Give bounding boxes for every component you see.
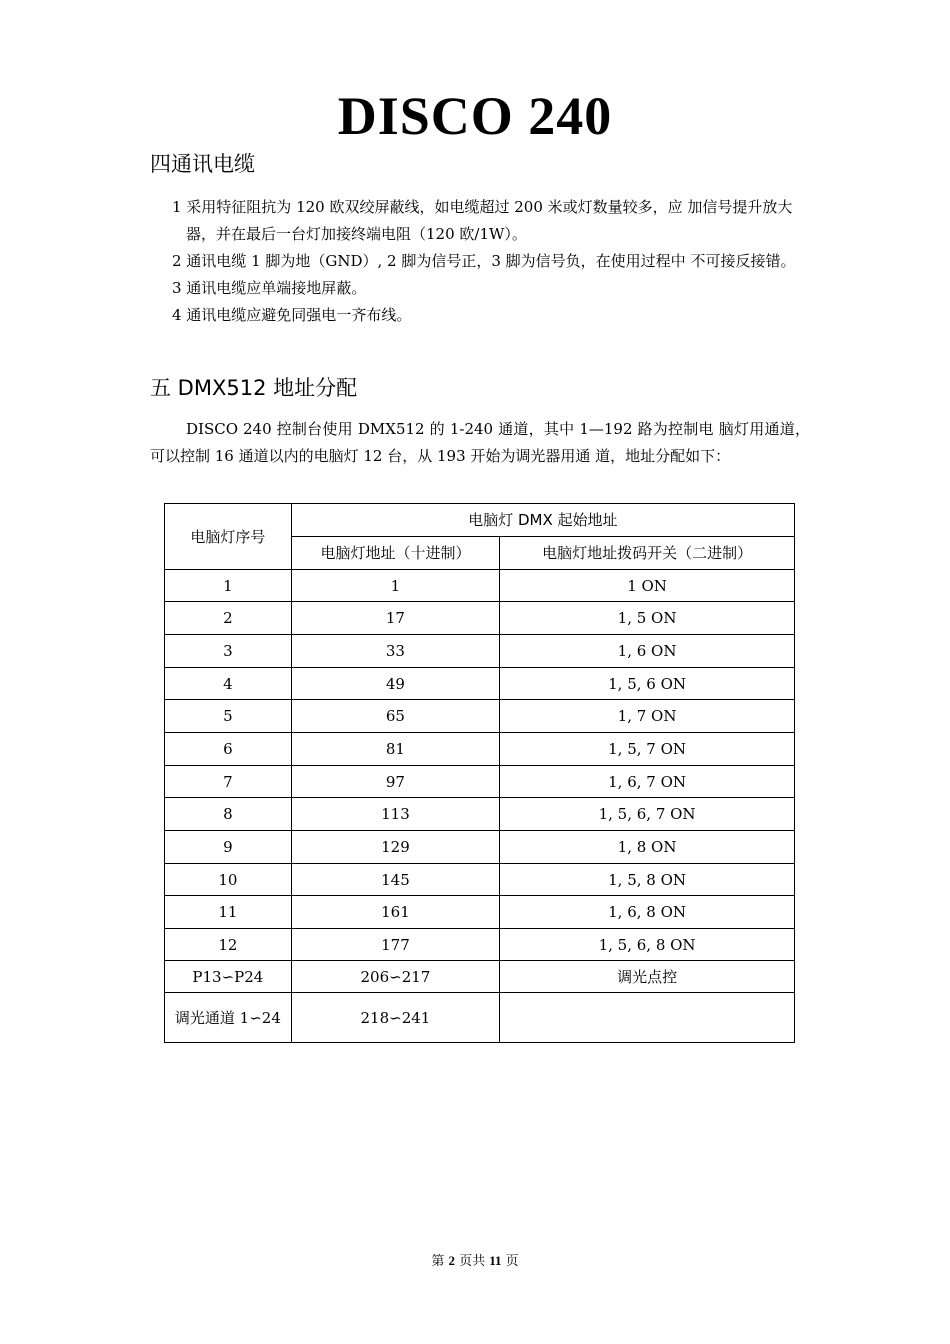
list-item: 4 通讯电缆应避免同强电一齐布线。 <box>172 306 412 324</box>
table-cell: 1, 5, 8 ON <box>500 864 795 896</box>
table-row <box>165 864 795 896</box>
table-cell: 10 <box>165 864 292 896</box>
page-footer <box>0 1250 950 1269</box>
table-cell: 145 <box>291 864 499 896</box>
table-cell: 1, 5, 7 ON <box>500 733 795 766</box>
table-row <box>165 831 795 864</box>
footer-prefix: 第 <box>431 1254 449 1269</box>
table-cell: 4 <box>165 668 292 700</box>
table-cell: 1, 6, 7 ON <box>500 766 795 798</box>
table-cell: 129 <box>291 831 499 864</box>
section-heading-cable: 四通讯电缆 <box>150 152 255 176</box>
table-cell: 1, 5, 6 ON <box>500 668 795 700</box>
table-row <box>165 766 795 798</box>
header-decimal-address: 电脑灯地址（十进制） <box>291 537 499 570</box>
header-dip-switch: 电脑灯地址拨码开关（二进制） <box>500 537 795 570</box>
table-header-row <box>165 504 795 537</box>
table-row <box>165 602 795 635</box>
footer-middle: 页共 <box>454 1254 490 1269</box>
header-dmx-start-address: 电脑灯 DMX 起始地址 <box>291 504 794 537</box>
table-cell: 1, 5 ON <box>500 602 795 635</box>
table-cell: 161 <box>291 896 499 929</box>
table-row <box>165 929 795 961</box>
table-cell: P13∽P24 <box>165 961 292 993</box>
cable-notes-list <box>168 194 814 329</box>
list-item: 2 通讯电缆 1 脚为地（GND）, 2 脚为信号正，3 脚为信号负，在使用过程中 不可接反接错。 <box>172 252 796 270</box>
table-cell: 1, 6 ON <box>500 635 795 668</box>
table-cell: 7 <box>165 766 292 798</box>
table-row <box>165 635 795 668</box>
list-item: 1 采用特征阻抗为 120 欧双绞屏蔽线，如电缆超过 200 米或灯数量较多，应 加信号提升放大器，并在最后一台灯加接终端电阻（120 欧/1W）。 <box>172 198 793 243</box>
table-cell <box>500 993 795 1043</box>
table-cell: 调光通道 1∽24 <box>165 993 292 1043</box>
table-row <box>165 700 795 733</box>
table-cell: 1, 5, 6, 7 ON <box>500 798 795 831</box>
table-cell: 206∽217 <box>291 961 499 993</box>
list-item: 3 通讯电缆应单端接地屏蔽。 <box>172 279 367 297</box>
table-cell: 1, 6, 8 ON <box>500 896 795 929</box>
header-fixture-number: 电脑灯序号 <box>165 504 292 570</box>
table-row <box>165 993 795 1043</box>
table-cell: 9 <box>165 831 292 864</box>
table-row <box>165 733 795 766</box>
table-cell: 1 <box>165 570 292 602</box>
section-heading-dmx: 五 DMX512 地址分配 <box>150 376 358 400</box>
table-row <box>165 668 795 700</box>
dmx-intro-paragraph: DISCO 240 控制台使用 DMX512 的 1-240 通道，其中 1—192 路为控制电 脑灯用通道，可以控制 16 通道以内的电脑灯 12 台，从 193 开始为调光器用通 道，地址分配如下： <box>150 420 810 465</box>
table-cell: 113 <box>291 798 499 831</box>
table-cell: 17 <box>291 602 499 635</box>
table-cell: 1 <box>291 570 499 602</box>
page-title: DISCO 240 <box>337 86 613 146</box>
footer-total-pages: 11 <box>489 1253 502 1268</box>
table-cell: 6 <box>165 733 292 766</box>
table-row <box>165 896 795 929</box>
table-cell: 97 <box>291 766 499 798</box>
table-cell: 177 <box>291 929 499 961</box>
table-cell: 218∽241 <box>291 993 499 1043</box>
table-row <box>165 798 795 831</box>
table-cell: 8 <box>165 798 292 831</box>
table-cell: 65 <box>291 700 499 733</box>
dmx-address-table <box>164 503 795 1043</box>
table-cell: 1 ON <box>500 570 795 602</box>
table-cell: 1, 8 ON <box>500 831 795 864</box>
table-row <box>165 961 795 993</box>
table-cell: 12 <box>165 929 292 961</box>
table-cell: 1, 7 ON <box>500 700 795 733</box>
table-cell: 11 <box>165 896 292 929</box>
footer-page-number: 2 <box>448 1253 455 1268</box>
table-cell: 81 <box>291 733 499 766</box>
table-row <box>165 570 795 602</box>
table-cell: 调光点控 <box>500 961 795 993</box>
table-cell: 1, 5, 6, 8 ON <box>500 929 795 961</box>
table-cell: 33 <box>291 635 499 668</box>
table-cell: 49 <box>291 668 499 700</box>
table-cell: 5 <box>165 700 292 733</box>
footer-suffix: 页 <box>501 1254 519 1269</box>
table-cell: 3 <box>165 635 292 668</box>
table-cell: 2 <box>165 602 292 635</box>
